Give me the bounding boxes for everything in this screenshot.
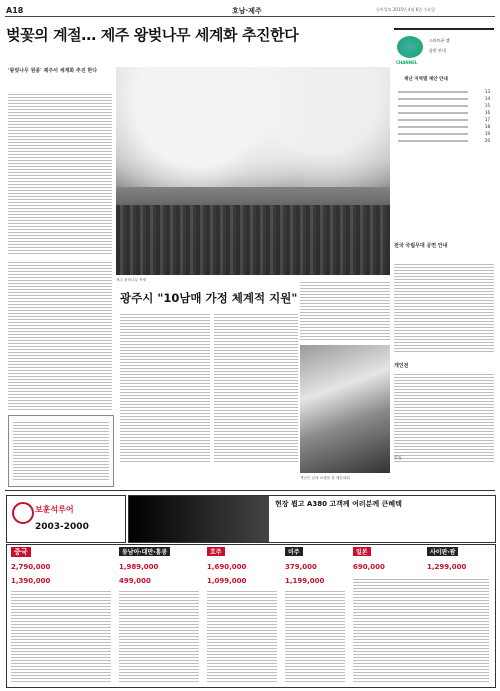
ad-promo-10: 1,299,000 xyxy=(427,563,467,571)
ad-top-left xyxy=(6,495,126,543)
ad-label-japan: 일본 xyxy=(353,547,371,556)
ad-promo-6: 1,099,000 xyxy=(207,577,247,585)
rail-notice-head: 개인전 xyxy=(394,363,409,369)
page-number: A18 xyxy=(6,6,24,15)
rail-list-title: 재난 지역별 재안 안내 xyxy=(404,77,448,82)
main-headline: 벚꽃의 계절… 제주 왕벚나무 세계화 추진한다 xyxy=(6,26,299,44)
rail-item-1: 종편 안내 xyxy=(429,48,446,53)
ad-label-saipan: 사이판·괌 xyxy=(427,547,458,556)
rail-notice-title: 전국 국립무대 공연 안내 xyxy=(394,243,448,249)
second-body-col1 xyxy=(120,312,210,462)
ad-promo-8: 1,199,000 xyxy=(285,577,325,585)
ad-sea-lines xyxy=(119,589,199,683)
section-label: 호남·제주 xyxy=(232,7,262,15)
left-info-box xyxy=(8,415,114,487)
main-body-text xyxy=(8,92,112,254)
rail-box xyxy=(394,28,494,240)
rail-list-number: 16 xyxy=(484,110,490,115)
rail-item-0: 스마트폰 앱 xyxy=(429,38,450,43)
ad-promo-5: 1,690,000 xyxy=(207,563,247,571)
rail-list-number: 15 xyxy=(484,103,490,108)
ad-promo-4: 499,000 xyxy=(119,577,151,585)
section-divider xyxy=(5,490,495,491)
ad-top-left-brand: 보훈석루어 xyxy=(35,505,74,514)
rail-list-number: 14 xyxy=(484,96,490,101)
rail-notice-text-2 xyxy=(394,372,494,464)
ad-china-lines xyxy=(11,589,111,683)
second-headline: 광주시 "10남매 가정 체계적 지원" xyxy=(120,291,298,305)
ad-label-sea: 동남아·대만·홍콩 xyxy=(119,547,170,556)
ad-center-headline: 현장 뵙고 A380 고객께 여러분께 큰혜택 xyxy=(275,500,402,508)
ad-promo-1: 2,790,000 xyxy=(11,563,51,571)
dateline: 동아일보 2015년 4월 6일 수요일 xyxy=(376,7,435,12)
ad-japan-lines xyxy=(353,577,489,683)
ad-hj-lines xyxy=(207,589,277,683)
ad-promo-3: 1,989,000 xyxy=(119,563,159,571)
photo-caption: 제주 왕벚나무 축제 xyxy=(116,278,147,282)
ad-top-left-phone: 2003-2000 xyxy=(35,522,89,532)
ad-grid xyxy=(6,544,496,688)
left-column-text xyxy=(8,260,112,410)
photo-crowd xyxy=(116,205,390,275)
bottom-caption: 재난은 낮에 보행을 잘 체험대회 xyxy=(300,476,350,480)
rail-list-number: 17 xyxy=(484,117,490,122)
rail-list-number: 19 xyxy=(484,131,490,136)
rail-list xyxy=(398,88,490,144)
rail-notice-text xyxy=(394,262,494,354)
rail-logo xyxy=(397,36,423,58)
rail-list-number: 18 xyxy=(484,124,490,129)
ad-label-hj: 호주 xyxy=(207,547,225,556)
ad-label-usa: 미주 xyxy=(285,547,303,556)
second-body-col2 xyxy=(214,312,298,462)
ad-plane-image xyxy=(129,496,269,542)
rail-brand: CHANNEL xyxy=(396,60,418,65)
ad-promo-2: 1,390,000 xyxy=(11,577,51,585)
left-info-lines xyxy=(13,420,109,482)
ad-usa-lines xyxy=(285,589,345,683)
cherry-blossom-photo xyxy=(116,67,390,275)
rail-list-number: 13 xyxy=(484,89,490,94)
main-body-col3 xyxy=(300,280,390,340)
ad-center-banner xyxy=(128,495,496,543)
ad-promo-7: 379,000 xyxy=(285,563,317,571)
header-rule xyxy=(5,16,495,17)
photo-blossoms xyxy=(116,67,390,187)
rail-list-number: 20 xyxy=(484,138,490,143)
rail-notice-sub: 알림 xyxy=(394,455,402,460)
ad-label-china: 중국 xyxy=(11,547,31,557)
river-photo xyxy=(300,345,390,473)
ad-logo-icon xyxy=(12,502,34,524)
ad-promo-9: 690,000 xyxy=(353,563,385,571)
main-subhead: '왕벚나무 원종' 제주서 세계화 추진 한다 xyxy=(8,68,98,74)
